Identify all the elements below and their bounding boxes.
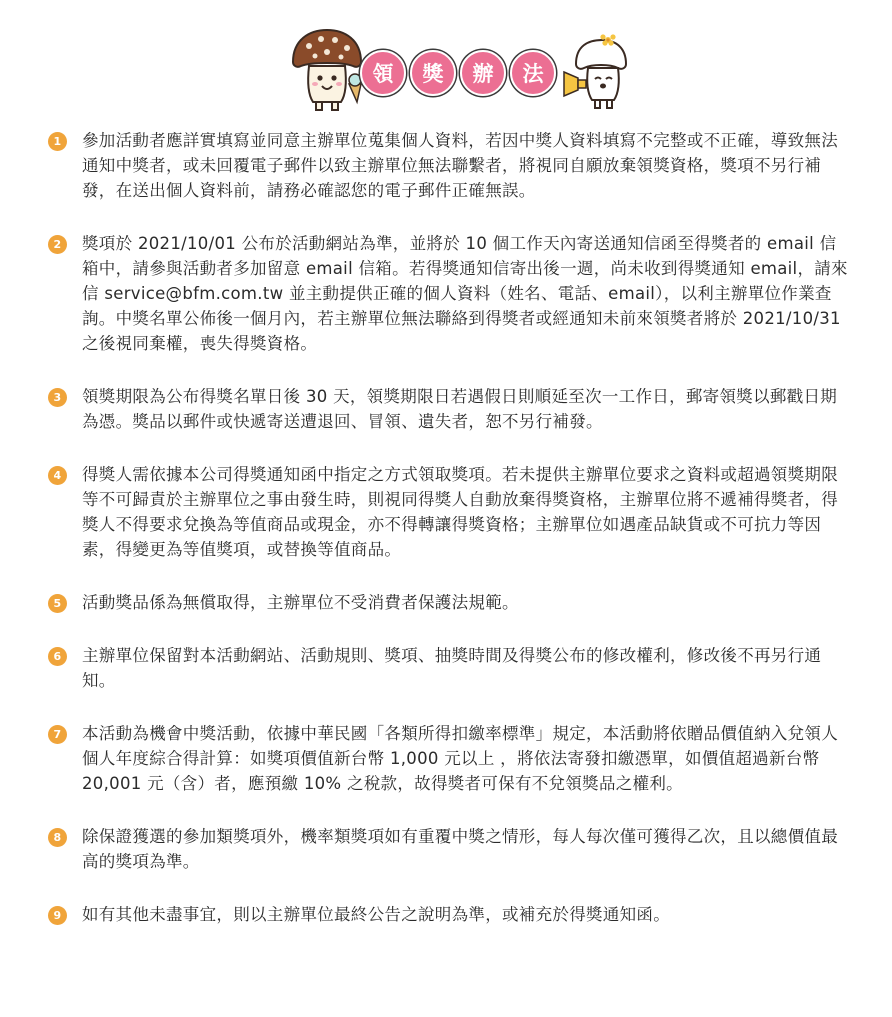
title-char: 法: [510, 50, 556, 96]
term-item: [48, 824, 848, 874]
term-item: [48, 902, 848, 927]
term-item: [48, 721, 848, 796]
term-text: 領獎期限為公布得獎名單日後 30 天，領獎期限日若遇假日則順延至次一工作日，郵寄領獎以郵戳日期為憑。獎品以郵件或快遞寄送遭退回、冒領、遺失者，恕不另行補發。: [82, 387, 838, 431]
term-number-badge: 3: [48, 388, 67, 407]
term-item: [48, 128, 848, 203]
term-text: 除保證獲選的參加類獎項外，機率類獎項如有重覆中獎之情形，每人每次僅可獲得乙次，且以總價值最高的獎項為準。: [82, 827, 838, 871]
mushroom-with-megaphone-icon: [562, 32, 628, 110]
term-item: [48, 231, 848, 356]
term-text: 活動獎品係為無償取得，主辦單位不受消費者保護法規範。: [82, 593, 519, 612]
term-number-badge: 4: [48, 466, 67, 485]
term-text: 如有其他未盡事宜，則以主辦單位最終公告之說明為準，或補充於得獎通知函。: [82, 905, 670, 924]
term-text: 獎項於 2021/10/01 公布於活動網站為準，並將於 10 個工作天內寄送通知信函至得獎者的 email 信箱中，請參與活動者多加留意 email 信箱。若得獎通知信寄出後一週，尚未收到得獎通知 email，請來信 service@bfm.com.tw 並主動提供正確的個人資料（姓名、電話、email），以利主辦單位作業查詢。中獎名單公佈後一個月內，若主辦單位無法聯絡到得獎者或經通知未前來領獎者將於 2021/10/31 之後視同棄權，喪失得獎資格。: [82, 234, 848, 353]
term-text: 主辦單位保留對本活動網站、活動規則、獎項、抽獎時間及得獎公布的修改權利，修改後不再另行通知。: [82, 646, 822, 690]
header: [0, 0, 892, 120]
terms-list: [48, 120, 848, 927]
mushroom-with-icecream-icon: [287, 26, 367, 112]
term-number-badge: 2: [48, 235, 67, 254]
page-title: [360, 50, 560, 96]
term-item: [48, 384, 848, 434]
title-char: 獎: [410, 50, 456, 96]
term-item: [48, 462, 848, 562]
term-number-badge: 9: [48, 906, 67, 925]
term-item: [48, 590, 848, 615]
term-text: 得獎人需依據本公司得獎通知函中指定之方式領取獎項。若未提供主辦單位要求之資料或超過領獎期限等不可歸責於主辦單位之事由發生時，則視同得獎人自動放棄得獎資格，主辦單位將不遞補得獎者，得獎人不得要求兌換為等值商品或現金，亦不得轉讓得獎資格；主辦單位如遇產品缺貨或不可抗力等因素，得變更為等值獎項，或替換等值商品。: [82, 465, 838, 559]
term-number-badge: 7: [48, 725, 67, 744]
term-text: 本活動為機會中獎活動，依據中華民國「各類所得扣繳率標準」規定，本活動將依贈品價值納入兌領人個人年度綜合得計算：如獎項價值新台幣 1,000 元以上 ，將依法寄發扣繳憑單，如價值超過新台幣 20,001 元（含）者，應預繳 10% 之稅款，故得獎者可保有不兌領獎品之權利。: [82, 724, 838, 793]
term-number-badge: 5: [48, 594, 67, 613]
term-number-badge: 6: [48, 647, 67, 666]
term-number-badge: 8: [48, 828, 67, 847]
term-item: [48, 643, 848, 693]
term-text: 參加活動者應詳實填寫並同意主辦單位蒐集個人資料，若因中獎人資料填寫不完整或不正確，導致無法通知中獎者，或未回覆電子郵件以致主辦單位無法聯繫者，將視同自願放棄領獎資格，獎項不另行補發，在送出個人資料前，請務必確認您的電子郵件正確無誤。: [82, 131, 838, 200]
title-char: 辦: [460, 50, 506, 96]
term-number-badge: 1: [48, 132, 67, 151]
title-char: 領: [360, 50, 406, 96]
